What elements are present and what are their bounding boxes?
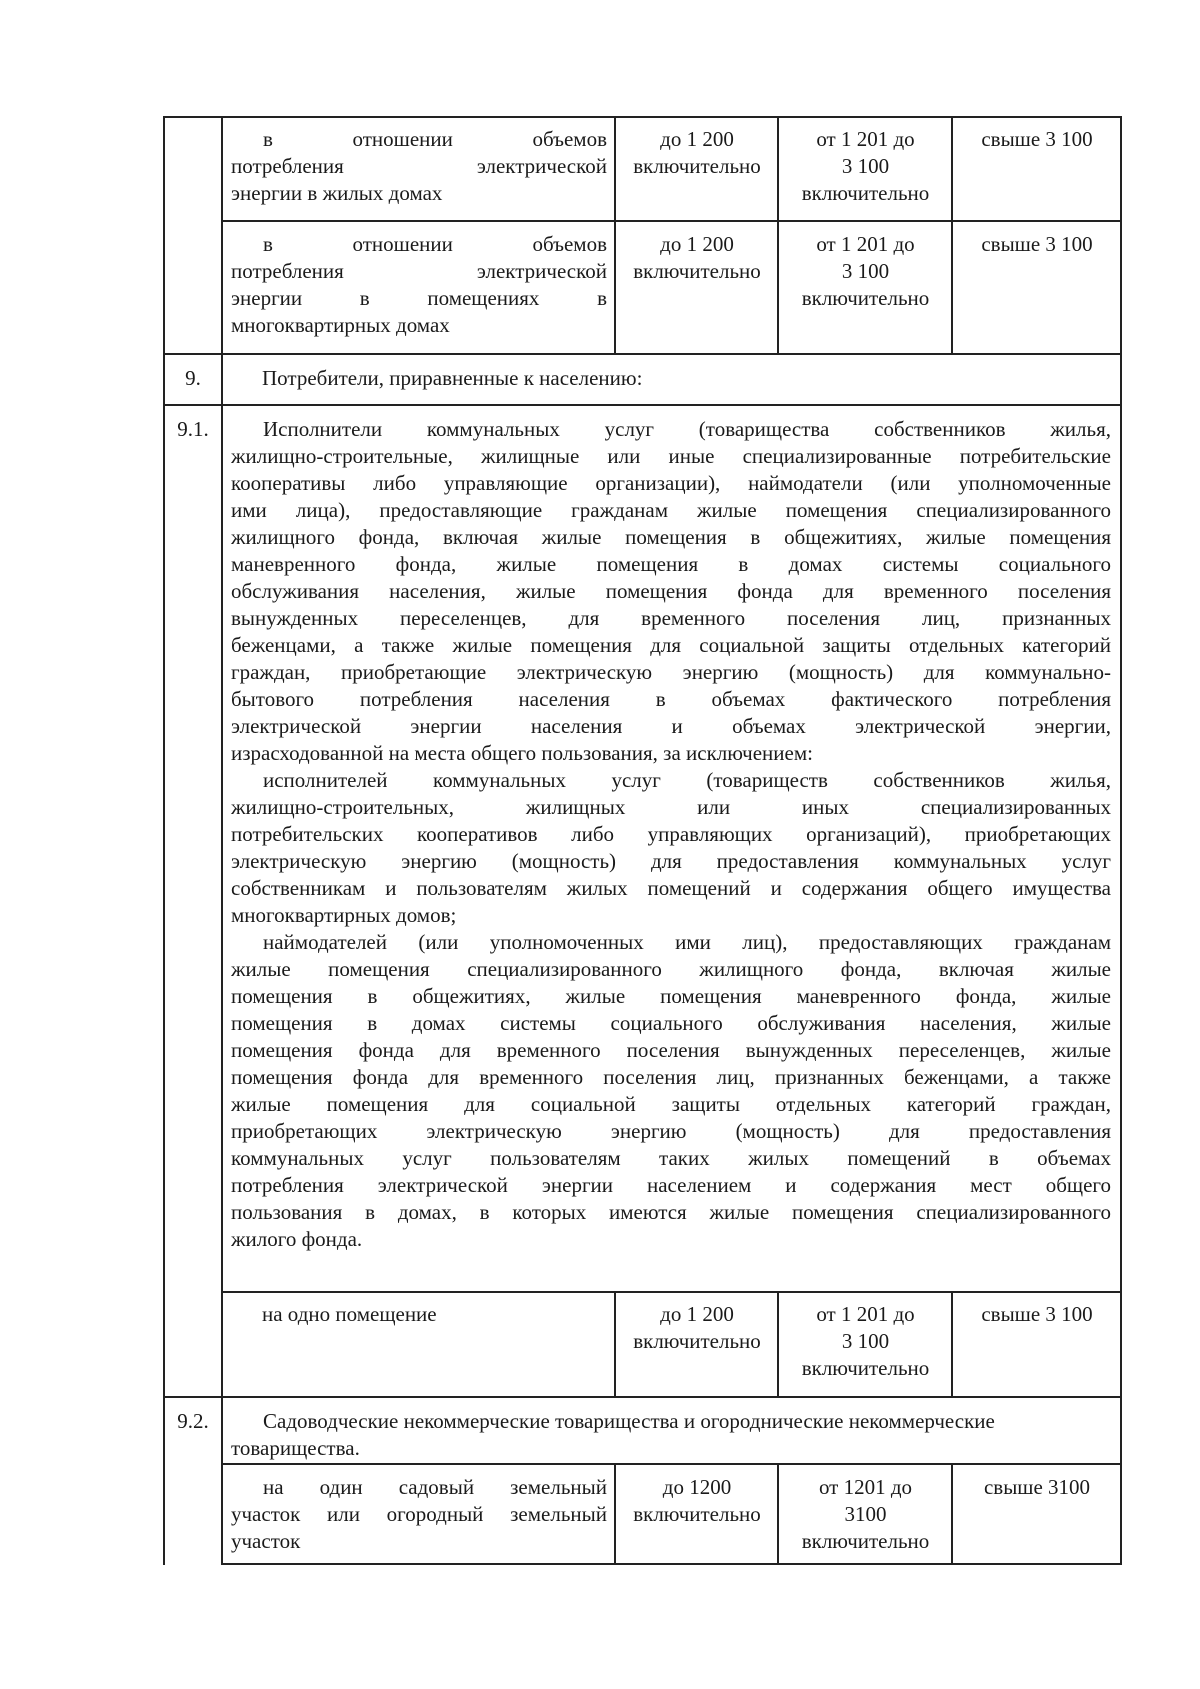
- text-line: помещения в общежитиях, жилые помещения маневренного фонда, жилые: [231, 984, 1111, 1008]
- tariff-range-mid: [780, 1474, 951, 1555]
- text-line: коммунальных услуг пользователям таких жилых помещений в объемах: [231, 1146, 1111, 1170]
- value-line: от 1 201 до: [816, 232, 915, 256]
- column-divider: [614, 1463, 616, 1565]
- text-line: помещения в домах системы социального обслуживания населения, жилые: [231, 1011, 1111, 1035]
- text-line: потребления электрической энергии населением и содержания мест общего: [231, 1173, 1111, 1197]
- column-divider: [777, 1463, 779, 1565]
- tariff-range-low: [617, 231, 777, 285]
- label-line: участок или огородный земельный: [231, 1502, 607, 1526]
- section-9-2-text: [231, 1408, 1111, 1462]
- text-line: электрическую энергию (мощность) для предоставления коммунальных услуг: [231, 849, 1111, 873]
- text-line: граждан, приобретающие электрическую энергию (мощность) для коммунально-: [231, 660, 1111, 684]
- value-line: включительно: [801, 181, 930, 205]
- value-line: свыше 3 100: [981, 1302, 1093, 1326]
- row-divider: [163, 353, 1122, 355]
- tariff-range-high: [954, 126, 1120, 153]
- row-divider: [221, 1291, 1122, 1293]
- text-line: товарищества.: [231, 1436, 360, 1460]
- label-line: в отношении объемов: [263, 232, 607, 256]
- row-divider: [163, 404, 1122, 406]
- label-line: участок: [231, 1529, 301, 1553]
- column-divider: [951, 1291, 953, 1396]
- table-border-left: [163, 116, 165, 1565]
- text-line: жилого фонда.: [231, 1227, 363, 1251]
- row-label-living-houses: [231, 126, 607, 207]
- value-line: от 1 201 до: [816, 127, 915, 151]
- value-line: 3 100: [841, 1329, 890, 1353]
- label-line: на один садовый земельный: [263, 1475, 607, 1499]
- column-divider: [951, 116, 953, 355]
- tariff-range-high: [954, 231, 1120, 258]
- row-divider: [221, 1463, 1122, 1465]
- text-line: кооперативы либо управляющие организации), наймодатели (или уполномоченные: [231, 471, 1111, 495]
- value-line: 3 100: [841, 259, 890, 283]
- section-9-1-text: [231, 416, 1111, 1253]
- label-line: энергии в жилых домах: [231, 181, 443, 205]
- text-line: приобретающих электрическую энергию (мощность) для предоставления: [231, 1119, 1111, 1143]
- column-divider: [777, 116, 779, 355]
- text-line: помещения фонда для временного поселения лиц, признанных беженцами, а также: [231, 1065, 1111, 1089]
- text-line: ими лица), предоставляющие гражданам жилые помещения специализированного: [231, 498, 1111, 522]
- value-line: от 1 201 до: [816, 1302, 915, 1326]
- text-line: вынужденных переселенцев, для временного поселения лиц, признанных: [231, 606, 1111, 630]
- label-line: потребления электрической: [231, 259, 607, 283]
- value-line: включительно: [801, 1356, 930, 1380]
- tariff-range-mid: [780, 1301, 951, 1382]
- text-line: помещения фонда для временного поселения вынужденных переселенцев, жилые: [231, 1038, 1111, 1062]
- label-line: в отношении объемов: [263, 127, 607, 151]
- text-line: обслуживания населения, жилые помещения фонда для временного поселения: [231, 579, 1111, 603]
- text-line: жилищного фонда, включая жилые помещения в общежитиях, жилые помещения: [231, 525, 1111, 549]
- text-line: собственникам и пользователям жилых помещений и содержания общего имущества: [231, 876, 1111, 900]
- value-line: включительно: [801, 1529, 930, 1553]
- value-line: от 1201 до: [818, 1475, 913, 1499]
- text-line: бытового потребления населения в объемах фактического потребления: [231, 687, 1111, 711]
- value-line: включительно: [633, 259, 761, 283]
- value-line: свыше 3 100: [981, 232, 1093, 256]
- value-line: включительно: [633, 1329, 761, 1353]
- text-line: маневренного фонда, жилые помещения в домах системы социального: [231, 552, 1111, 576]
- text-line: многоквартирных домов;: [231, 903, 457, 927]
- value-line: свыше 3100: [983, 1475, 1091, 1499]
- text-line: жилищно-строительных, жилищных или иных специализированных: [231, 795, 1111, 819]
- tariff-range-low: [617, 1301, 777, 1355]
- table-top-border: [163, 116, 1122, 118]
- table-border-right: [1120, 116, 1122, 1565]
- column-divider: [951, 1463, 953, 1565]
- text-line: жилые помещения специализированного жилищного фонда, включая жилые: [231, 957, 1111, 981]
- row-label-per-premise: на одно помещение: [262, 1302, 437, 1326]
- tariff-range-high: [954, 1474, 1120, 1501]
- table-number-divider: [221, 116, 223, 1565]
- value-line: включительно: [633, 1502, 761, 1526]
- column-divider: [614, 1291, 616, 1396]
- value-line: включительно: [801, 286, 930, 310]
- label-line: многоквартирных домах: [231, 313, 450, 337]
- text-line: израсходованной на места общего пользования, за исключением:: [231, 741, 813, 765]
- section-number: 9.: [185, 366, 201, 390]
- text-line: электрической энергии населения и объемах электрической энергии,: [231, 714, 1111, 738]
- text-line: потребительских кооперативов либо управляющих организаций), приобретающих: [231, 822, 1111, 846]
- column-divider: [614, 116, 616, 355]
- value-line: до 1 200: [660, 1302, 734, 1326]
- value-line: до 1200: [662, 1475, 732, 1499]
- text-line: беженцами, а также жилые помещения для социальной защиты отдельных категорий: [231, 633, 1111, 657]
- row-label-apartment-premises: [231, 231, 607, 339]
- row-divider: [221, 220, 1122, 222]
- value-line: до 1 200: [660, 127, 734, 151]
- value-line: включительно: [633, 154, 761, 178]
- value-line: 3 100: [841, 154, 890, 178]
- value-line: до 1 200: [660, 232, 734, 256]
- label-line: энергии в помещениях в: [231, 286, 607, 310]
- tariff-range-low: [617, 1474, 777, 1528]
- section-title: Потребители, приравненные к населению:: [262, 366, 643, 390]
- text-line: Исполнители коммунальных услуг (товарищества собственников жилья,: [263, 417, 1111, 441]
- tariff-range-mid: [780, 231, 951, 312]
- tariff-range-low: [617, 126, 777, 180]
- text-line: жилищно-строительные, жилищные или иные специализированные потребительские: [231, 444, 1111, 468]
- text-line: наймодателей (или уполномоченных ими лиц), предоставляющих гражданам: [263, 930, 1111, 954]
- tariff-range-mid: [780, 126, 951, 207]
- column-divider: [777, 1291, 779, 1396]
- tariff-range-high: [954, 1301, 1120, 1328]
- row-divider: [163, 1396, 1122, 1398]
- section-number: 9.1.: [177, 417, 209, 441]
- section-number: 9.2.: [177, 1409, 209, 1433]
- label-line: потребления электрической: [231, 154, 607, 178]
- text-line: исполнителей коммунальных услуг (товариществ собственников жилья,: [263, 768, 1111, 792]
- value-line: свыше 3 100: [981, 127, 1093, 151]
- row-label-garden-plot: [231, 1474, 607, 1555]
- text-line: жилые помещения для социальной защиты отдельных категорий граждан,: [231, 1092, 1111, 1116]
- table-bottom-border: [221, 1563, 1122, 1565]
- value-line: 3100: [844, 1502, 887, 1526]
- text-line: Садоводческие некоммерческие товарищества и огороднические некоммерческие: [263, 1409, 995, 1433]
- text-line: пользования в домах, в которых имеются жилые помещения специализированного: [231, 1200, 1111, 1224]
